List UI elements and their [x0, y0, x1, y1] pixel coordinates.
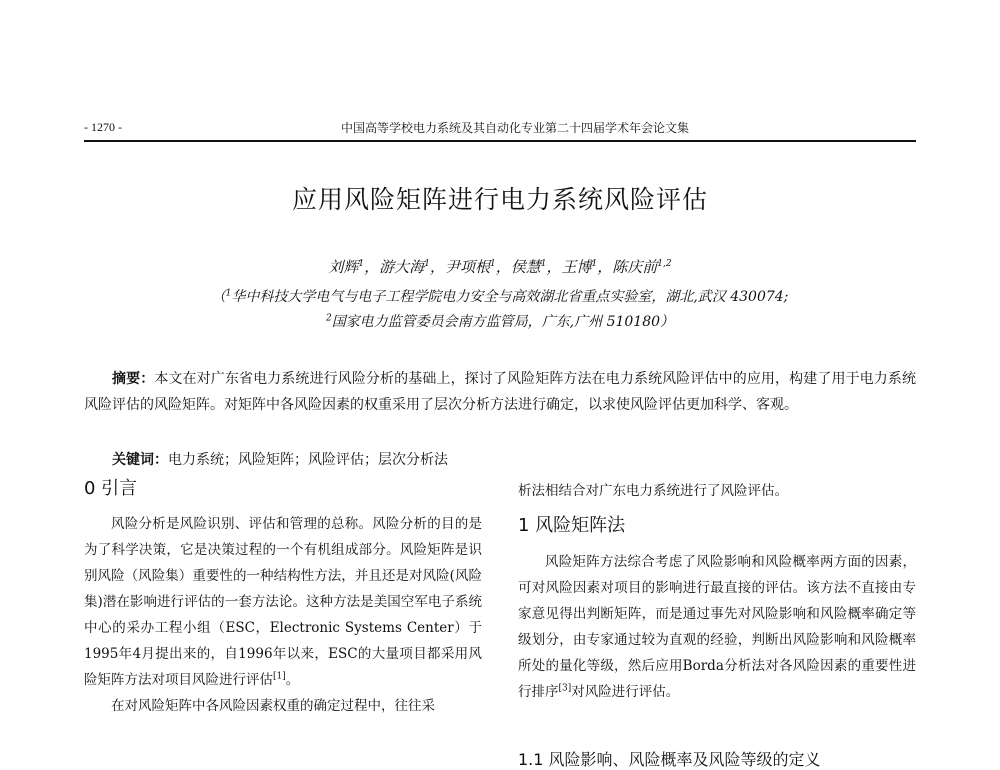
author-name: 侯慧 [510, 258, 541, 276]
author-name: 刘辉 [328, 258, 359, 276]
author-list [0, 256, 1000, 277]
intro-paragraph-1 [84, 511, 482, 693]
author-name: 王博 [561, 258, 592, 276]
risk-matrix-end: 对风险进行评估。 [571, 684, 680, 700]
intro-p1-end: 。 [285, 672, 300, 688]
keywords-label: 关键词： [112, 452, 168, 468]
header-rule [84, 140, 916, 142]
section-0-heading: 0 引言 [84, 478, 138, 499]
paper-title: 应用风险矩阵进行电力系统风险评估 [291, 185, 708, 214]
author-affiliation-marker: 1,2 [657, 259, 672, 269]
author-separator: ， [495, 258, 511, 276]
author-affiliation-marker: 1 [358, 259, 365, 269]
affiliation-1 [0, 286, 1000, 306]
citation-3: [3] [558, 683, 572, 694]
author-separator: ， [429, 258, 445, 276]
affiliation-1-prefix: （ [211, 289, 226, 305]
subsection-1-1-heading: 1.1 风险影响、风险概率及风险等级的定义 [518, 750, 821, 769]
abstract-label: 摘要： [112, 371, 155, 387]
affiliation-2-text: 国家电力监管委员会南方监管局，广东,广州 510180） [331, 314, 675, 330]
right-column [518, 549, 916, 705]
author-name: 陈庆前 [612, 258, 658, 276]
affiliation-2 [0, 311, 1000, 331]
keywords-text: 电力系统；风险矩阵；风险评估；层次分析法 [168, 452, 448, 468]
risk-matrix-text: 风险矩阵方法综合考虑了风险影响和风险概率两方面的因素，可对风险因素对项目的影响进行最直接的评估。该方法不直接由专家意见得出判断矩阵，而是通过事先对风险影响和风险概率确定等级划分，由专家通过较为直观的经验，判断出风险影响和风险概率所处的量化等级，然后应用Borda分析法对各风险因素的重要性进行排序 [518, 554, 916, 700]
abstract [84, 366, 916, 418]
abstract-text: 本文在对广东省电力系统进行风险分析的基础上，探讨了风险矩阵方法在电力系统风险评估中的应用，构建了用于电力系统风险评估的风险矩阵。对矩阵中各风险因素的权重采用了层次分析方法进行确定，以求使风险评估更加科学、客观。 [84, 371, 917, 413]
keywords [84, 449, 916, 469]
author-separator: ， [546, 258, 562, 276]
citation-1: [1] [273, 671, 286, 682]
page-number: - 1270 - [84, 120, 122, 134]
column-continuation: 析法相结合对广东电力系统进行了风险评估。 [518, 483, 788, 499]
affiliation-2-marker: 2 [325, 313, 332, 324]
author-separator: ， [364, 258, 380, 276]
affiliation-1-text: 华中科技大学电气与电子工程学院电力安全与高效湖北省重点实验室，湖北,武汉 430074; [231, 289, 789, 305]
author-affiliation-marker: 1 [540, 259, 547, 269]
intro-p1-text: 风险分析是风险识别、评估和管理的总称。风险分析的目的是为了科学决策，它是决策过程的一个有机组成部分。风险矩阵是识别风险（风险集）重要性的一种结构性方法，并且还是对风险(风险集)潜在影响进行评估的一套方法论。这种方法是美国空军电子系统中心的采办工程小组（ESC，Electronic Systems Center）于1995年4月提出来的，自1996年以来，ESC的大量项目都采用风险矩阵方法对项目风险进行评估 [84, 516, 482, 688]
author-separator: ， [597, 258, 613, 276]
risk-matrix-paragraph [518, 549, 916, 705]
author-name: 游大海 [379, 258, 425, 276]
author-affiliation-marker: 1 [489, 259, 496, 269]
running-header: 中国高等学校电力系统及其自动化专业第二十四届学术年会论文集 [340, 121, 689, 135]
author-affiliation-marker: 1 [591, 259, 598, 269]
section-1-heading: 1 风险矩阵法 [518, 515, 626, 536]
author-affiliation-marker: 1 [424, 259, 430, 269]
affiliation-1-marker: 1 [225, 288, 232, 299]
left-column [84, 511, 482, 719]
author-name: 尹项根 [444, 258, 490, 276]
intro-paragraph-2: 在对风险矩阵中各风险因素权重的确定过程中，往往采 [111, 698, 435, 714]
